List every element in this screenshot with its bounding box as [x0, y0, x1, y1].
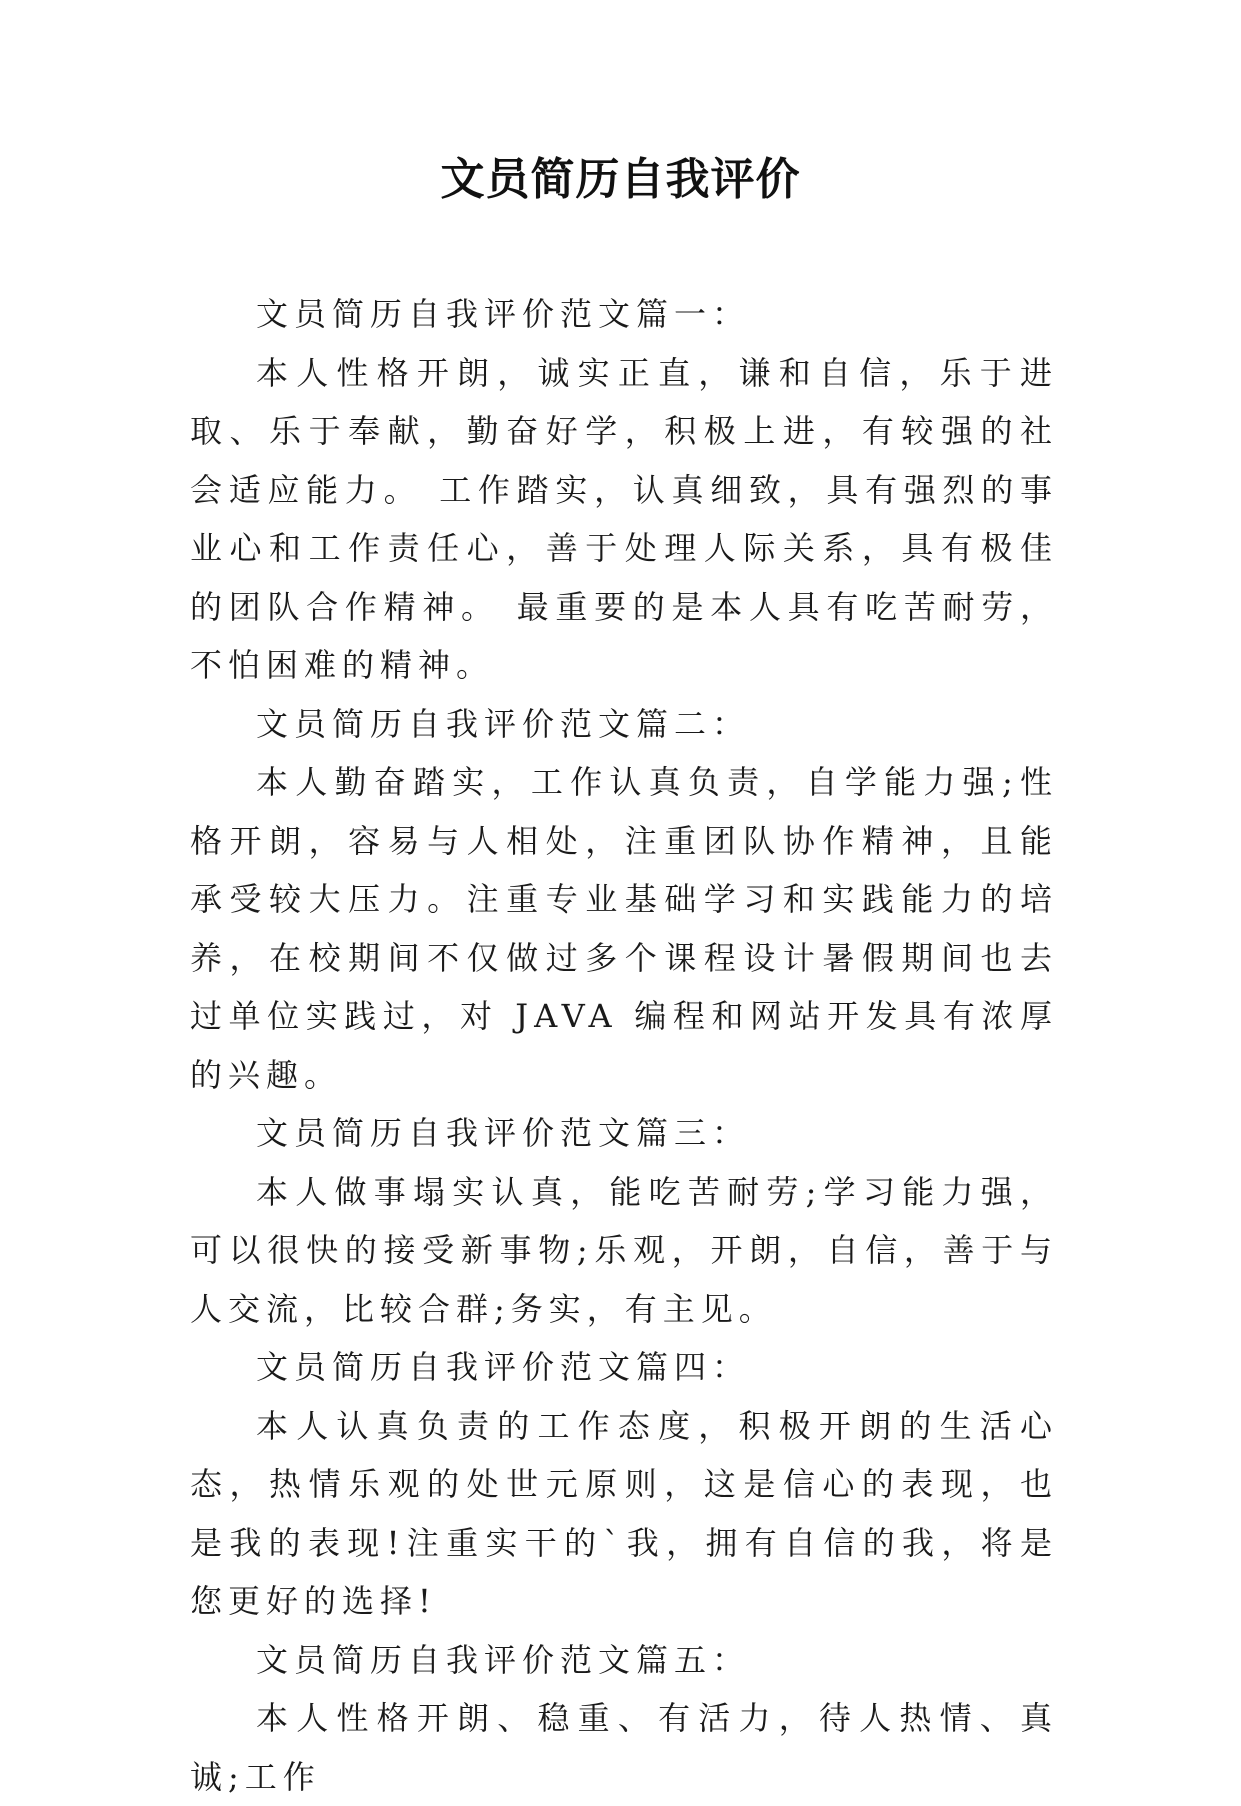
section-paragraph-5: 本人性格开朗、稳重、有活力，待人热情、真诚;工作 — [190, 1699, 1058, 1796]
section-paragraph-2: 本人勤奋踏实，工作认真负责，自学能力强;性格开朗，容易与人相处，注重团队协作精神，且能承受较大压力。注重专业基础学习和实践能力的培养，在校期间不仅做过多个课程设计暑假期间也去过单位实践过，对 JAVA 编程和网站开发具有浓厚的兴趣。 — [190, 763, 1058, 1094]
document-title: 文员简历自我评价 — [440, 154, 801, 205]
section-paragraph-4: 本人认真负责的工作态度，积极开朗的生活心态，热情乐观的处世元原则，这是信心的表现，也是我的表现!注重实干的`我，拥有自信的我，将是您更好的选择! — [190, 1406, 1058, 1620]
section-heading-2: 文员简历自我评价范文篇二： — [256, 704, 751, 743]
section-heading-1: 文员简历自我评价范文篇一： — [256, 295, 751, 333]
section-heading-5: 文员简历自我评价范文篇五： — [256, 1640, 751, 1679]
section-heading-4: 文员简历自我评价范文篇四： — [256, 1348, 751, 1386]
section-paragraph-3: 本人做事塌实认真，能吃苦耐劳;学习能力强，可以很快的接受新事物;乐观，开朗，自信，善于与人交流，比较合群;务实，有主见。 — [190, 1172, 1058, 1328]
section-paragraph-1: 本人性格开朗，诚实正直，谦和自信，乐于进取、乐于奉献，勤奋好学，积极上进，有较强的社会适应能力。 工作踏实，认真细致，具有强烈的事业心和工作责任心，善于处理人际关系，具有极佳的团队合作精神。 最重要的是本人具有吃苦耐劳，不怕困难的精神。 — [190, 353, 1058, 684]
document-body — [190, 285, 1058, 1806]
section-heading-3: 文员简历自我评价范文篇三： — [256, 1114, 751, 1152]
